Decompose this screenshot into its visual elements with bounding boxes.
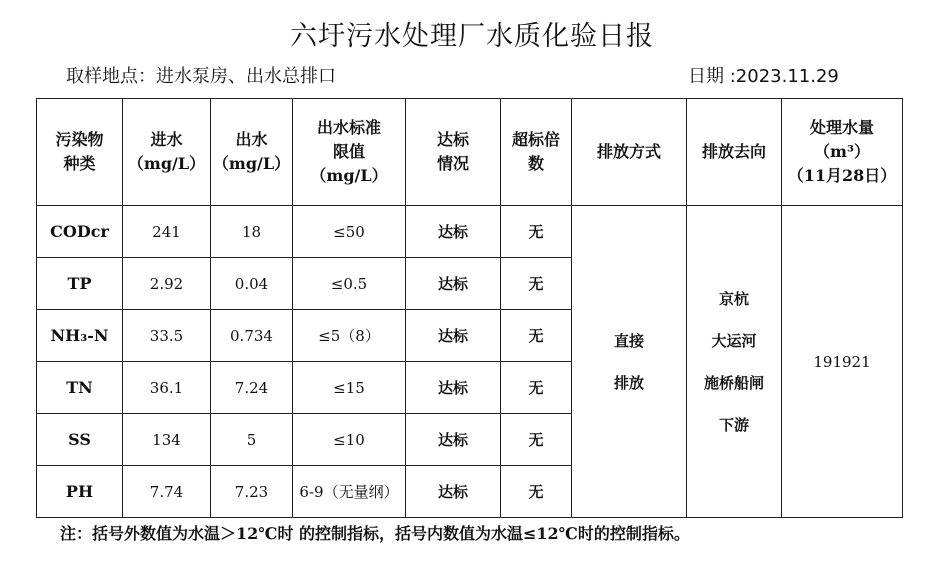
header-row	[37, 99, 903, 206]
outflow-cell: 18	[211, 206, 293, 258]
limit-cell: 6-9（无量纲）	[293, 466, 406, 518]
pollutant-name-cell: TP	[37, 258, 123, 310]
header-destination: 排放去向	[687, 99, 782, 206]
limit-cell: ≤50	[293, 206, 406, 258]
header-limit: 出水标准 限值 （mg/L）	[293, 99, 406, 206]
outflow-cell: 7.23	[211, 466, 293, 518]
outflow-cell: 7.24	[211, 362, 293, 414]
exceed-cell: 无	[501, 414, 572, 466]
exceed-cell: 无	[501, 258, 572, 310]
table-row	[37, 206, 903, 258]
inflow-cell: 33.5	[123, 310, 211, 362]
discharge-destination-cell: 京杭 大运河 施桥船闸 下游	[687, 206, 782, 518]
status-cell: 达标	[406, 414, 501, 466]
status-cell: 达标	[406, 310, 501, 362]
exceed-cell: 无	[501, 206, 572, 258]
pollutant-name-cell: SS	[37, 414, 123, 466]
inflow-cell: 241	[123, 206, 211, 258]
limit-cell: ≤5（8）	[293, 310, 406, 362]
exceed-cell: 无	[501, 310, 572, 362]
footnote: 注：括号外数值为水温＞12℃时 的控制指标，括号内数值为水温≤12℃时的控制指标。	[60, 524, 690, 543]
status-cell: 达标	[406, 466, 501, 518]
report-title: 六圩污水处理厂水质化验日报	[290, 21, 654, 52]
exceed-cell: 无	[501, 466, 572, 518]
header-method: 排放方式	[572, 99, 687, 206]
status-cell: 达标	[406, 206, 501, 258]
status-cell: 达标	[406, 362, 501, 414]
header-pollutant: 污染物 种类	[37, 99, 123, 206]
header-status: 达标 情况	[406, 99, 501, 206]
discharge-method-cell: 直接 排放	[572, 206, 687, 518]
limit-cell: ≤15	[293, 362, 406, 414]
water-quality-table	[36, 98, 903, 518]
inflow-cell: 134	[123, 414, 211, 466]
inflow-cell: 7.74	[123, 466, 211, 518]
limit-cell: ≤10	[293, 414, 406, 466]
outflow-cell: 5	[211, 414, 293, 466]
header-outflow: 出水 （mg/L）	[211, 99, 293, 206]
outflow-cell: 0.04	[211, 258, 293, 310]
pollutant-name-cell: NH₃-N	[37, 310, 123, 362]
inflow-cell: 36.1	[123, 362, 211, 414]
treated-volume-cell: 191921	[782, 206, 903, 518]
pollutant-name-cell: PH	[37, 466, 123, 518]
header-exceed: 超标倍 数	[501, 99, 572, 206]
header-inflow: 进水 （mg/L）	[123, 99, 211, 206]
pollutant-name-cell: CODcr	[37, 206, 123, 258]
exceed-cell: 无	[501, 362, 572, 414]
outflow-cell: 0.734	[211, 310, 293, 362]
inflow-cell: 2.92	[123, 258, 211, 310]
report-date: 日期 :2023.11.29	[688, 66, 839, 87]
header-volume: 处理水量 （m³） （11月28日）	[782, 99, 903, 206]
limit-cell: ≤0.5	[293, 258, 406, 310]
sampling-location: 取样地点：进水泵房、出水总排口	[66, 66, 336, 87]
status-cell: 达标	[406, 258, 501, 310]
pollutant-name-cell: TN	[37, 362, 123, 414]
